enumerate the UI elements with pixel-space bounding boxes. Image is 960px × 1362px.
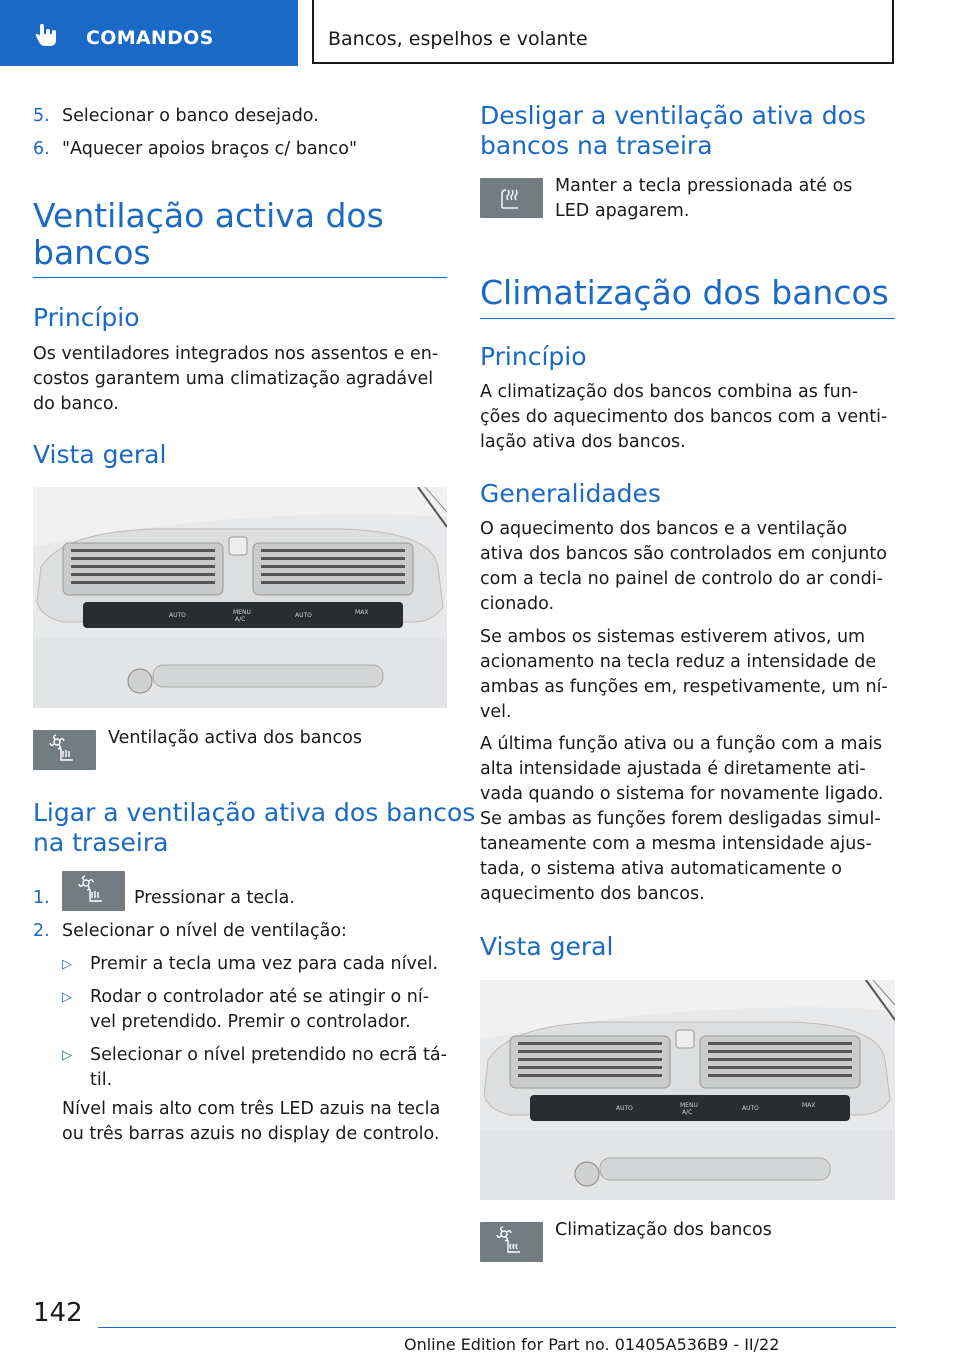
text-line: LED apagarem. [555, 201, 690, 221]
key-caption: Ventilação activa dos bancos [108, 728, 362, 748]
section-title: Climatização dos bancos [480, 273, 889, 312]
heading-line: Ligar a ventilação ativa dos bancos [33, 798, 476, 827]
bullet-text [90, 985, 429, 1035]
text-line: ativa dos bancos são controlados em conjunto [480, 544, 887, 564]
step-text: Selecionar o nível de ventilação: [62, 921, 347, 941]
page-number: 142 [33, 1298, 83, 1328]
subheading: Generalidades [480, 479, 661, 508]
text-line: Se ambos os sistemas estiverem ativos, um [480, 627, 866, 647]
text-line: Selecionar o nível pretendido no ecrã tá- [90, 1045, 447, 1065]
max-label: MAX [802, 1102, 816, 1109]
text-line: vel. [480, 702, 512, 722]
auto-label: AUTO [616, 1105, 633, 1112]
text-line: ou três barras azuis no display de controlo. [62, 1124, 440, 1144]
text-line: Rodar o controlador até se atingir o ní- [90, 987, 430, 1007]
text-line: cionado. [480, 594, 555, 614]
paragraph [33, 342, 453, 417]
seat-ventilation-key-icon [33, 730, 96, 770]
control-panel-photo [33, 487, 447, 708]
paragraph [480, 732, 900, 907]
step-number: 6. [33, 139, 50, 159]
note [62, 1097, 452, 1147]
footer-divider [98, 1327, 896, 1328]
text-line: costos garantem uma climatização agradável [33, 369, 434, 389]
text-line: aquecimento dos bancos. [480, 884, 705, 904]
text-line: lação ativa dos bancos. [480, 432, 686, 452]
text-line: com a tecla no painel de controlo do ar condi- [480, 569, 883, 589]
bullet-text [90, 952, 438, 977]
heading-line: bancos na traseira [480, 131, 713, 160]
key-caption: Climatização dos bancos [555, 1220, 772, 1240]
title-line: Ventilação activa dos [33, 196, 384, 235]
subheading: Princípio [480, 342, 587, 371]
paragraph [480, 625, 900, 725]
control-panel-photo [480, 980, 895, 1200]
bullet-marker: ▷ [62, 957, 72, 972]
divider [480, 318, 895, 319]
paragraph [480, 380, 900, 455]
seat-climate-key-icon [480, 1222, 543, 1262]
seat-heating-key-icon [480, 178, 543, 218]
subheading: Princípio [33, 303, 140, 332]
bullet-text [90, 1043, 447, 1093]
hand-pointer-icon [34, 22, 64, 48]
text-line: acionamento na tecla reduz a intensidade de [480, 652, 877, 672]
text-line: A climatização dos bancos combina as fun- [480, 382, 859, 402]
text-line: Se ambas as funções forem desligadas simul- [480, 809, 881, 829]
text-line: vel pretendido. Premir o controlador. [90, 1012, 411, 1032]
step-text: Selecionar o banco desejado. [62, 106, 319, 126]
text-line: Nível mais alto com três LED azuis na tecla [62, 1099, 441, 1119]
seat-ventilation-key-icon [62, 871, 125, 911]
text-line: Manter a tecla pressionada até os [555, 176, 853, 196]
step-number: 2. [33, 921, 50, 941]
text-line: do banco. [33, 394, 119, 414]
ac-label: A/C [682, 1109, 693, 1116]
text-line: O aquecimento dos bancos e a ventilação [480, 519, 848, 539]
text-line: ambas as funções em, respetivamente, um ní- [480, 677, 888, 697]
menu-label: MENU [233, 609, 251, 616]
text-line: vada quando o sistema for novamente ligado. [480, 784, 884, 804]
heading-line: Desligar a ventilação ativa dos [480, 101, 866, 130]
auto-label: AUTO [742, 1105, 759, 1112]
text-line: tada, o sistema ativa automaticamente o [480, 859, 842, 879]
text-line: til. [90, 1070, 113, 1090]
subheading [480, 101, 866, 161]
text-line: alta intensidade ajustada é diretamente ati- [480, 759, 866, 779]
ac-label: A/C [235, 616, 246, 623]
step-text: "Aquecer apoios braços c/ banco" [62, 139, 358, 159]
auto-label: AUTO [169, 612, 186, 619]
subheading: Vista geral [33, 440, 167, 469]
section-title: Bancos, espelhos e volante [328, 28, 588, 50]
text-line: A última função ativa ou a função com a mais [480, 734, 883, 754]
step-text: Pressionar a tecla. [134, 888, 295, 908]
auto-label: AUTO [295, 612, 312, 619]
paragraph [480, 517, 900, 617]
section-header [312, 0, 894, 64]
text-line: taneamente com a mesma intensidade ajus- [480, 834, 872, 854]
bullet-marker: ▷ [62, 1048, 72, 1063]
chapter-tab[interactable] [0, 0, 298, 66]
divider [33, 277, 447, 278]
subheading: Vista geral [480, 932, 614, 961]
bullet-marker: ▷ [62, 990, 72, 1005]
heading-line: na traseira [33, 828, 169, 857]
text-line: ções do aquecimento dos bancos com a venti- [480, 407, 888, 427]
menu-label: MENU [680, 1102, 698, 1109]
step-number: 5. [33, 106, 50, 126]
step-number: 1. [33, 888, 50, 908]
chapter-title: COMANDOS [86, 27, 214, 49]
footer-edition: Online Edition for Part no. 01405A536B9 - II/22 [404, 1335, 780, 1354]
text-line: Premir a tecla uma vez para cada nível. [90, 954, 439, 974]
paragraph [555, 174, 852, 224]
max-label: MAX [355, 609, 369, 616]
text-line: Os ventiladores integrados nos assentos e en- [33, 344, 439, 364]
title-line: bancos [33, 233, 151, 272]
subheading [33, 798, 475, 858]
section-title [33, 197, 384, 271]
